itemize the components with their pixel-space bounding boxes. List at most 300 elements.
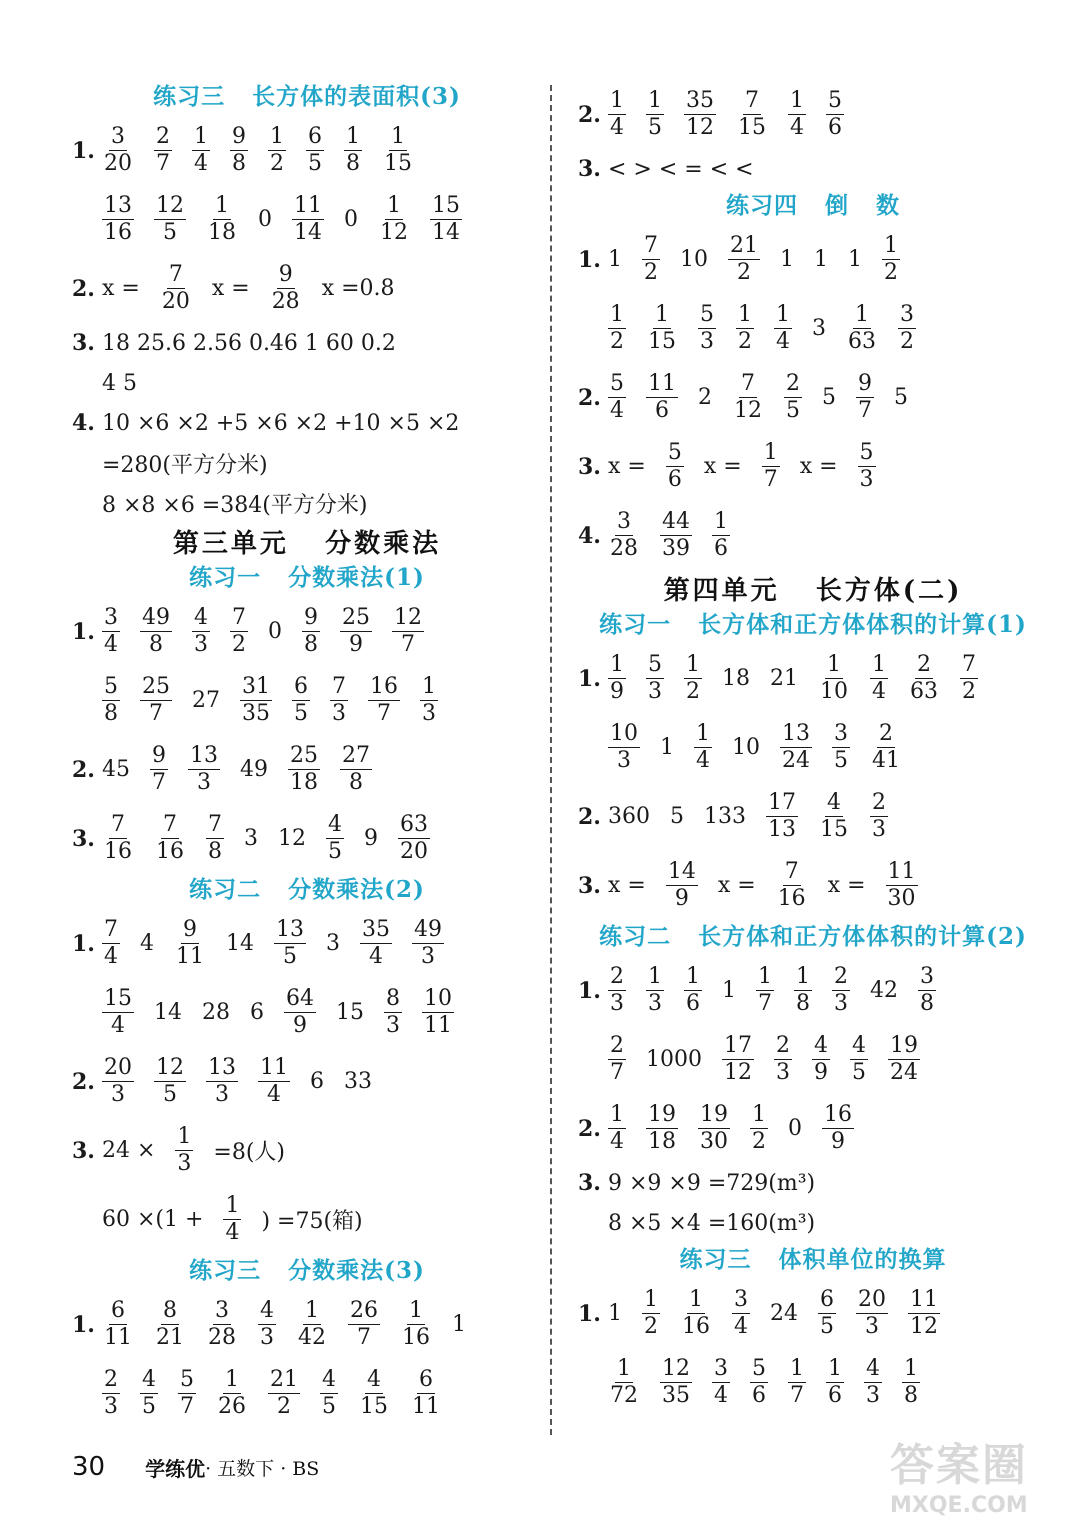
denominator: 4	[714, 1383, 728, 1408]
denominator: 3	[421, 944, 435, 969]
fraction	[258, 1055, 290, 1108]
numerator: 4	[367, 1367, 381, 1392]
numerator: 20	[858, 1287, 886, 1312]
answer-row	[578, 782, 1048, 851]
numerator: 1	[225, 1193, 240, 1218]
denominator: 7	[763, 467, 778, 492]
numerator: 1	[884, 233, 898, 258]
denominator: 11	[176, 944, 204, 969]
fraction	[870, 652, 888, 705]
answer-value: x =0.8	[321, 276, 395, 301]
numerator: 13	[208, 1055, 236, 1080]
answer-value: 1	[780, 247, 794, 272]
numerator: 7	[741, 371, 755, 396]
numerator: 6	[419, 1367, 433, 1392]
question-number: 2.	[578, 1115, 601, 1142]
question-number: 2.	[578, 384, 601, 411]
numerator: 25	[142, 674, 170, 699]
fraction	[378, 193, 410, 246]
denominator: 3	[700, 329, 714, 354]
answer-row	[72, 116, 542, 185]
denominator: 3	[197, 770, 211, 795]
answer-value: 24	[770, 1301, 798, 1326]
answer-text: < > < = < <	[608, 156, 754, 182]
denominator: 4	[610, 398, 624, 423]
numerator: 2	[104, 1367, 118, 1392]
denominator: 16	[402, 1325, 430, 1350]
answer-row	[578, 1025, 1048, 1094]
denominator: 3	[332, 701, 346, 726]
denominator: 4	[610, 115, 624, 140]
numerator: 1	[655, 302, 669, 327]
fraction	[140, 674, 172, 727]
answer-row	[72, 978, 542, 1047]
denominator: 12	[380, 220, 408, 245]
numerator: 1	[689, 1287, 703, 1312]
answer-text: =280(平方分米)	[102, 452, 268, 478]
denominator: 6	[655, 398, 669, 423]
fraction	[608, 302, 626, 355]
fraction	[898, 302, 916, 355]
fraction	[102, 605, 120, 658]
numerator: 5	[610, 371, 624, 396]
denominator: 10	[820, 679, 848, 704]
fraction	[832, 721, 850, 774]
answer-value: 9	[364, 826, 378, 851]
denominator: 7	[152, 770, 166, 795]
numerator: 7	[104, 917, 118, 942]
fraction	[856, 1287, 888, 1340]
answer-value: x =	[717, 873, 756, 898]
fraction	[882, 233, 900, 286]
fraction	[646, 371, 678, 424]
denominator: 2	[232, 632, 246, 657]
numerator: 8	[163, 1298, 177, 1323]
answer-value: 6	[250, 1000, 264, 1025]
numerator: 1	[387, 193, 401, 218]
denominator: 15	[648, 329, 676, 354]
section-title: 练习三 分数乘法(3)	[189, 1257, 425, 1284]
denominator: 8	[904, 1383, 918, 1408]
denominator: 28	[271, 289, 300, 314]
answer-row	[72, 1047, 542, 1116]
answer-value: 3	[326, 931, 340, 956]
answer-value: 18	[722, 666, 750, 691]
denominator: 3	[648, 991, 662, 1016]
fraction	[960, 652, 978, 705]
numerator: 44	[662, 509, 690, 534]
denominator: 39	[662, 536, 690, 561]
fraction	[326, 812, 344, 865]
denominator: 16	[682, 1314, 710, 1339]
numerator: 17	[768, 790, 796, 815]
numerator: 1	[796, 964, 810, 989]
answer-row	[578, 644, 1048, 713]
section-title: 练习二 长方体和正方体体积的计算(2)	[599, 923, 1027, 950]
answer-row	[578, 80, 1048, 149]
denominator: 12	[910, 1314, 938, 1339]
question-number: 2.	[578, 803, 601, 830]
numerator: 1	[696, 721, 710, 746]
numerator: 4	[142, 1367, 156, 1392]
denominator: 8	[232, 151, 246, 176]
numerator: 3	[900, 302, 914, 327]
numerator: 1	[714, 509, 728, 534]
fraction	[392, 605, 424, 658]
fraction	[818, 1287, 836, 1340]
denominator: 3	[386, 1013, 400, 1038]
answer-value: ) =75(箱)	[261, 1209, 363, 1234]
fraction	[832, 964, 850, 1017]
denominator: 2	[644, 260, 658, 285]
denominator: 7	[758, 991, 772, 1016]
fraction	[206, 193, 238, 246]
answer-text: 8 ×8 ×6 =384(平方分米)	[102, 492, 368, 518]
answer-row	[72, 185, 542, 254]
numerator: 5	[648, 652, 662, 677]
numerator: 6	[111, 1298, 125, 1323]
denominator: 6	[752, 1383, 766, 1408]
fraction	[268, 124, 286, 177]
denominator: 20	[104, 151, 132, 176]
denominator: 2	[900, 329, 914, 354]
fraction	[698, 1102, 730, 1155]
numerator: 1	[776, 302, 790, 327]
fraction	[102, 193, 134, 246]
numerator: 1	[346, 124, 360, 149]
denominator: 20	[400, 839, 428, 864]
fraction	[398, 812, 430, 865]
answer-row	[578, 1348, 1048, 1417]
answer-value: 24 ×	[102, 1138, 156, 1163]
answer-row	[72, 403, 542, 443]
answer-value: x =	[211, 276, 250, 301]
answer-value: x =	[703, 454, 742, 479]
denominator: 18	[648, 1129, 676, 1154]
numerator: 1	[409, 1298, 423, 1323]
denominator: 4	[872, 679, 886, 704]
numerator: 7	[332, 674, 346, 699]
fraction	[698, 302, 716, 355]
numerator: 5	[859, 440, 874, 465]
numerator: 7	[745, 88, 759, 113]
numerator: 7	[784, 859, 799, 884]
denominator: 20	[161, 289, 190, 314]
fraction	[788, 1356, 806, 1409]
fraction	[340, 605, 372, 658]
answer-value: 5	[822, 385, 836, 410]
denominator: 8	[346, 151, 360, 176]
numerator: 4	[194, 605, 208, 630]
answer-value: x =	[827, 873, 866, 898]
answer-value: 15	[336, 1000, 364, 1025]
denominator: 72	[610, 1383, 638, 1408]
answer-row	[72, 443, 542, 483]
answer-value: 0	[788, 1116, 802, 1141]
numerator: 9	[858, 371, 872, 396]
question-number: 1.	[72, 137, 95, 164]
fraction	[154, 124, 172, 177]
fraction	[150, 743, 168, 796]
denominator: 8	[304, 632, 318, 657]
numerator: 15	[432, 193, 460, 218]
numerator: 11	[648, 371, 676, 396]
denominator: 3	[111, 1082, 125, 1107]
denominator: 18	[208, 220, 236, 245]
numerator: 11	[294, 193, 322, 218]
fraction	[320, 1367, 338, 1420]
fraction	[360, 917, 392, 970]
fraction	[766, 790, 798, 843]
book-series: · 五数下 · BS	[205, 1457, 320, 1480]
numerator: 1	[194, 124, 208, 149]
fraction	[420, 674, 438, 727]
denominator: 13	[768, 817, 796, 842]
fraction	[608, 721, 640, 774]
numerator: 4	[852, 1033, 866, 1058]
numerator: 10	[610, 721, 638, 746]
fraction	[284, 986, 316, 1039]
fraction	[206, 812, 224, 865]
fraction	[430, 193, 462, 246]
numerator: 7	[208, 812, 222, 837]
answer-value: 21	[770, 666, 798, 691]
fraction	[646, 964, 664, 1017]
fraction	[694, 721, 712, 774]
numerator: 2	[776, 1033, 790, 1058]
answer-row	[578, 956, 1048, 1025]
numerator: 13	[782, 721, 810, 746]
answer-value: 4	[140, 931, 154, 956]
numerator: 4	[260, 1298, 274, 1323]
numerator: 9	[278, 262, 293, 287]
denominator: 5	[852, 1060, 866, 1085]
denominator: 4	[111, 1013, 125, 1038]
question-number: 1.	[72, 930, 95, 957]
answer-text: 10 ×6 ×2 +5 ×6 ×2 +10 ×5 ×2	[102, 410, 460, 436]
numerator: 6	[308, 124, 322, 149]
fraction	[918, 964, 936, 1017]
fraction	[288, 743, 320, 796]
numerator: 1	[827, 652, 841, 677]
denominator: 5	[322, 1394, 336, 1419]
denominator: 2	[752, 1129, 766, 1154]
fraction	[608, 1033, 626, 1086]
denominator: 5	[163, 220, 177, 245]
answer-value: 12	[278, 826, 306, 851]
question-number: 3.	[72, 1137, 95, 1164]
question-number: 3.	[72, 825, 95, 852]
numerator: 16	[370, 674, 398, 699]
question-number: 2.	[578, 101, 601, 128]
answer-value: x =	[799, 454, 838, 479]
denominator: 9	[293, 1013, 307, 1038]
answer-value: 10	[680, 247, 708, 272]
answer-value: 1	[814, 247, 828, 272]
numerator: 7	[168, 262, 183, 287]
answer-row	[578, 1163, 1048, 1203]
denominator: 28	[208, 1325, 236, 1350]
numerator: 7	[644, 233, 658, 258]
numerator: 5	[104, 674, 118, 699]
answer-row	[578, 225, 1048, 294]
fraction	[776, 859, 808, 912]
fraction	[292, 193, 324, 246]
numerator: 2	[917, 652, 931, 677]
numerator: 1	[177, 1124, 192, 1149]
numerator: 4	[322, 1367, 336, 1392]
numerator: 1	[270, 124, 284, 149]
denominator: 8	[208, 839, 222, 864]
numerator: 21	[730, 233, 758, 258]
answer-row	[578, 363, 1048, 432]
fraction	[102, 674, 120, 727]
numerator: 19	[890, 1033, 918, 1058]
numerator: 4	[866, 1356, 880, 1381]
fraction	[206, 1055, 238, 1108]
denominator: 2	[610, 329, 624, 354]
answer-row	[72, 254, 542, 323]
denominator: 6	[828, 115, 842, 140]
fraction	[188, 743, 220, 796]
fraction	[270, 262, 302, 315]
numerator: 64	[286, 986, 314, 1011]
answer-row	[578, 1203, 1048, 1243]
section-title: 练习一 长方体和正方体体积的计算(1)	[599, 611, 1027, 638]
fraction	[102, 812, 134, 865]
numerator: 5	[667, 440, 682, 465]
answer-value: 3	[244, 826, 258, 851]
section-title: 练习二 分数乘法(2)	[189, 876, 425, 903]
answer-value: 10	[732, 735, 760, 760]
fraction	[296, 1298, 328, 1351]
numerator: 16	[824, 1102, 852, 1127]
denominator: 26	[218, 1394, 246, 1419]
numerator: 5	[180, 1367, 194, 1392]
answer-value: 0	[344, 207, 358, 232]
numerator: 2	[879, 721, 893, 746]
denominator: 12	[734, 398, 762, 423]
question-number: 1.	[578, 977, 601, 1004]
numerator: 7	[962, 652, 976, 677]
denominator: 12	[724, 1060, 752, 1085]
answer-row	[72, 363, 542, 403]
fraction	[728, 233, 760, 286]
answer-row	[578, 432, 1048, 501]
denominator: 5	[786, 398, 800, 423]
fraction	[684, 652, 702, 705]
denominator: 4	[225, 1220, 240, 1245]
answer-text: 8 ×5 ×4 =160(m³)	[608, 1210, 816, 1236]
fraction	[608, 371, 626, 424]
numerator: 1	[686, 964, 700, 989]
fraction	[794, 964, 812, 1017]
fraction	[732, 1287, 750, 1340]
numerator: 9	[152, 743, 166, 768]
fraction	[192, 605, 210, 658]
numerator: 2	[872, 790, 886, 815]
fraction	[154, 1298, 186, 1351]
numerator: 3	[111, 124, 125, 149]
answer-value: 1	[660, 735, 674, 760]
fraction	[206, 1298, 238, 1351]
fraction	[774, 1033, 792, 1086]
answer-row	[578, 713, 1048, 782]
denominator: 5	[820, 1314, 834, 1339]
fraction	[330, 674, 348, 727]
denominator: 5	[328, 839, 342, 864]
section-title: 练习三 体积单位的换算	[679, 1246, 947, 1273]
fraction	[175, 1124, 193, 1177]
numerator: 25	[342, 605, 370, 630]
denominator: 2	[738, 329, 752, 354]
unit-title: 第四单元 长方体(二)	[663, 576, 963, 606]
numerator: 13	[190, 743, 218, 768]
denominator: 3	[260, 1325, 274, 1350]
answer-value: 360	[608, 804, 650, 829]
numerator: 9	[304, 605, 318, 630]
numerator: 1	[610, 88, 624, 113]
denominator: 11	[412, 1394, 440, 1419]
denominator: 2	[686, 679, 700, 704]
denominator: 14	[294, 220, 322, 245]
answer-value: 14	[154, 1000, 182, 1025]
denominator: 7	[357, 1325, 371, 1350]
fraction	[608, 88, 626, 141]
fraction	[684, 964, 702, 1017]
numerator: 7	[163, 812, 177, 837]
numerator: 9	[232, 124, 246, 149]
fraction	[856, 371, 874, 424]
denominator: 2	[962, 679, 976, 704]
fraction	[642, 233, 660, 286]
denominator: 30	[887, 886, 916, 911]
fraction	[646, 652, 664, 705]
denominator: 2	[737, 260, 751, 285]
numerator: 19	[648, 1102, 676, 1127]
fraction	[870, 721, 902, 774]
answer-row	[72, 666, 542, 735]
denominator: 4	[734, 1314, 748, 1339]
numerator: 1	[644, 1287, 658, 1312]
numerator: 1	[738, 302, 752, 327]
question-number: 4.	[578, 522, 601, 549]
denominator: 7	[790, 1383, 804, 1408]
numerator: 1	[610, 652, 624, 677]
denominator: 15	[738, 115, 766, 140]
fraction	[818, 790, 850, 843]
question-number: 1.	[72, 618, 95, 645]
denominator: 11	[424, 1013, 452, 1038]
fraction	[822, 1102, 854, 1155]
denominator: 41	[872, 748, 900, 773]
numerator: 19	[700, 1102, 728, 1127]
numerator: 10	[424, 986, 452, 1011]
fraction	[680, 1287, 712, 1340]
fraction	[712, 509, 730, 562]
denominator: 11	[104, 1325, 132, 1350]
answer-value: 14	[226, 931, 254, 956]
denominator: 8	[104, 701, 118, 726]
question-number: 3.	[578, 872, 601, 899]
question-number: 3.	[578, 156, 601, 182]
answer-value: 1000	[646, 1047, 702, 1072]
denominator: 5	[163, 1082, 177, 1107]
fraction	[358, 1367, 390, 1420]
fraction	[230, 605, 248, 658]
section-title: 练习一 分数乘法(1)	[189, 564, 425, 591]
denominator: 2	[884, 260, 898, 285]
